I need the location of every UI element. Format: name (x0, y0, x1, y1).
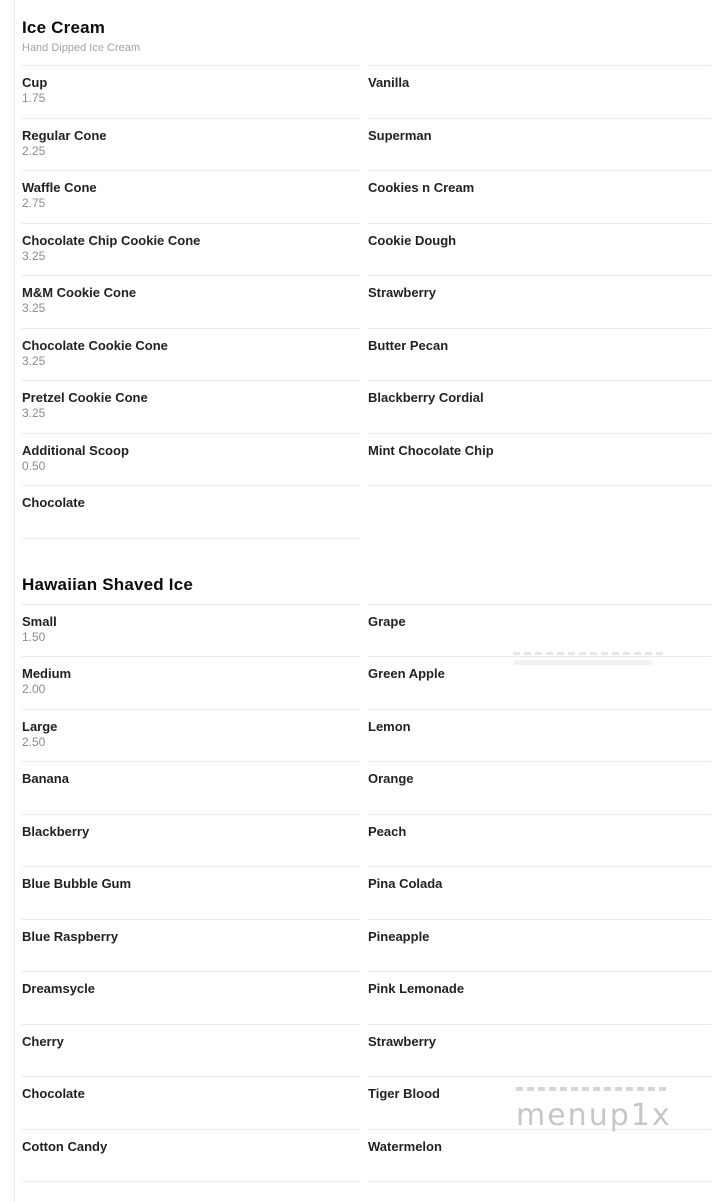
menu-item-name: Watermelon (368, 1138, 442, 1154)
menu-item-row (22, 223, 360, 276)
menu-item-name: Pineapple (368, 928, 430, 944)
menu-item-row (22, 814, 360, 867)
menu-item-name: Additional Scoop (22, 442, 129, 458)
menu-item-name: Cup (22, 75, 48, 90)
section-columns (22, 65, 711, 539)
menu-item-row (368, 1024, 711, 1077)
menu-item-row (368, 604, 711, 657)
menu (22, 0, 711, 1182)
menu-item-name: Green Apple (368, 666, 445, 681)
menu-item-row (22, 328, 360, 381)
menu-item-price: 2.75 (22, 196, 46, 210)
menu-item-name: Strawberry (368, 1033, 436, 1049)
menu-item-row (22, 709, 360, 762)
menu-column-right (368, 65, 711, 486)
menu-item-name: Cotton Candy (22, 1138, 108, 1154)
menu-item-name: Peach (368, 823, 407, 839)
menu-item-name: Butter Pecan (368, 337, 449, 353)
menu-item-row (368, 170, 711, 223)
watermark-dash-line (516, 1087, 669, 1091)
watermark-faint-bar (513, 660, 653, 665)
watermark-faint-dash-line (513, 652, 663, 655)
menu-item-row (22, 433, 360, 486)
menu-item-name: Orange (368, 771, 414, 786)
menu-item-row (22, 919, 360, 972)
menu-item-price: 3.25 (22, 248, 46, 263)
watermark-logo (516, 1087, 676, 1132)
menu-item-price: 2.00 (22, 682, 46, 696)
menu-item-price: 1.75 (22, 91, 46, 105)
menu-item-name: Mint Chocolate Chip (368, 442, 494, 458)
menu-item-name: Lemon (368, 718, 411, 734)
menu-item-row (22, 1129, 360, 1182)
menu-item-row (22, 656, 360, 709)
menu-item-row (22, 380, 360, 433)
menu-item-price: 2.25 (22, 143, 46, 158)
menu-item-name: Chocolate Cookie Cone (22, 337, 168, 353)
menu-item-name: Cookies n Cream (368, 180, 475, 195)
menu-item-row (368, 814, 711, 867)
menu-item-row (22, 971, 360, 1024)
menu-item-row (22, 485, 360, 538)
menu-item-row (368, 971, 711, 1024)
menu-item-row (22, 1076, 360, 1129)
menu-item-name: Pretzel Cookie Cone (22, 390, 148, 405)
menu-item-row (22, 65, 360, 118)
menu-item-row (368, 433, 711, 486)
menu-item-row (22, 275, 360, 328)
menu-item-name: Blackberry (22, 823, 90, 839)
menu-item-row (22, 118, 360, 171)
section-title: Hawaiian Shaved Ice (22, 574, 194, 594)
menu-column-left (22, 65, 360, 539)
menu-item-row (368, 1129, 711, 1182)
menu-item-row (368, 118, 711, 171)
menu-item-price: 0.50 (22, 458, 46, 473)
menu-item-row (368, 275, 711, 328)
menu-item-name: Cherry (22, 1033, 64, 1049)
menu-item-row (368, 65, 711, 118)
menu-item-name: Chocolate (22, 495, 85, 510)
menu-item-name: Medium (22, 666, 72, 681)
menu-item-row (368, 761, 711, 814)
menu-item-row (368, 223, 711, 276)
menu-item-row (368, 866, 711, 919)
watermark-faint (513, 652, 665, 665)
menu-item-name: Pina Colada (368, 876, 443, 891)
menu-item-name: Chocolate Chip Cookie Cone (22, 232, 201, 248)
menu-item-name: Chocolate (22, 1086, 85, 1101)
menu-section (22, 0, 711, 539)
menu-item-price: 3.25 (22, 406, 46, 420)
menu-item-price: 3.25 (22, 301, 46, 315)
menu-item-row (368, 919, 711, 972)
menu-item-price: 1.50 (22, 629, 46, 644)
section-title: Ice Cream (22, 18, 106, 37)
section-subtitle: Hand Dipped Ice Cream (22, 42, 141, 54)
menu-item-row (368, 328, 711, 381)
menu-item-row (368, 380, 711, 433)
menu-item-name: Strawberry (368, 285, 436, 300)
menu-item-name: Blackberry Cordial (368, 390, 484, 405)
menu-item-name: Blue Raspberry (22, 928, 119, 944)
menu-column-left (22, 604, 360, 1183)
menupix-watermark-text: menup1x (516, 1098, 672, 1133)
menu-item-name: Tiger Blood (368, 1086, 440, 1101)
menu-item-row (368, 709, 711, 762)
menu-item-row (22, 170, 360, 223)
menu-item-name: Large (22, 718, 58, 734)
page-left-edge-line (14, 0, 15, 1202)
menu-item-name: Pink Lemonade (368, 981, 465, 996)
menu-item-name: Vanilla (368, 75, 410, 90)
menu-item-name: Dreamsycle (22, 981, 95, 996)
menu-item-name: Small (22, 613, 57, 629)
menu-item-row (22, 604, 360, 657)
menu-item-name: Cookie Dough (368, 232, 457, 248)
menu-item-name: Grape (368, 613, 406, 629)
menu-item-row (22, 1024, 360, 1077)
menu-item-price: 3.25 (22, 353, 46, 368)
menu-item-name: Superman (368, 127, 432, 143)
menu-item-name: M&M Cookie Cone (22, 285, 137, 300)
menu-item-price: 2.50 (22, 734, 46, 749)
menu-item-name: Banana (22, 771, 69, 786)
menu-item-row (22, 761, 360, 814)
menu-item-name: Blue Bubble Gum (22, 876, 132, 891)
menu-item-name: Regular Cone (22, 127, 107, 143)
menu-item-name: Waffle Cone (22, 180, 97, 195)
menu-item-row (22, 866, 360, 919)
